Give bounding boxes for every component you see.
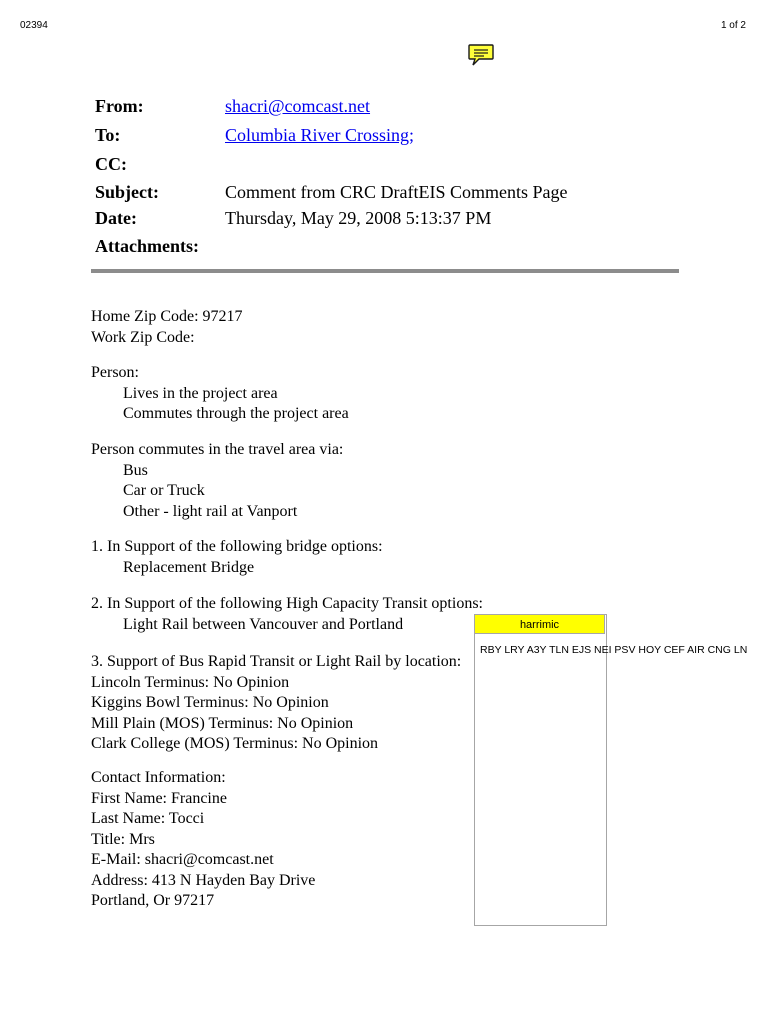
location-section [91,652,461,755]
person-item: Lives in the project area [123,384,278,402]
person-item: Commutes through the project area [123,405,349,422]
page-indicator: 1 of 2 [720,20,746,31]
contact-item: First Name: Francine [91,789,227,807]
contact-item: E-Mail: shacri@comcast.net [91,851,274,868]
review-stamp-reviewer: harrimic [474,614,605,634]
review-stamp-box[interactable] [474,614,607,926]
cc-label: CC: [95,154,127,174]
hct-item: Light Rail between Vancouver and Portland [123,615,404,633]
attachments-label: Attachments: [95,236,199,256]
contact-item: Portland, Or 97217 [91,892,215,909]
hct-title: 2. In Support of the following High Capacity Transit options: [91,595,483,612]
zip-codes [91,307,243,348]
contact-item: Last Name: Tocci [91,810,205,827]
from-label: From: [95,96,144,116]
to-label: To: [95,125,121,145]
commute-item: Other - light rail at Vanport [123,502,298,520]
date-label: Date: [95,208,137,228]
hct-section [91,594,483,635]
bridge-item: Replacement Bridge [123,558,255,576]
date-value: Thursday, May 29, 2008 5:13:37 PM [225,208,492,228]
commute-section [91,440,343,522]
location-title: 3. Support of Bus Rapid Transit or Light Rail by location: [91,653,462,670]
bridge-section [91,537,383,578]
commute-item: Car or Truck [123,482,205,499]
subject-label: Subject: [95,182,159,202]
home-zip: Home Zip Code: 97217 [91,308,243,325]
person-title: Person: [91,364,139,381]
review-stamp-codes: RBY LRY A3Y TLN EJS NEI PSV HOY CEF AIR CNG LN [480,644,748,656]
bridge-title: 1. In Support of the following bridge options: [91,538,383,555]
header-divider [91,269,679,273]
sticky-note-comment-icon[interactable] [467,42,495,68]
commute-title: Person commutes in the travel area via: [91,441,344,458]
contact-item: Address: 413 N Hayden Bay Drive [91,871,316,889]
contact-title: Contact Information: [91,769,226,786]
to-recipient-link[interactable]: Columbia River Crossing; [225,125,414,145]
subject-value: Comment from CRC DraftEIS Comments Page [225,182,568,202]
location-item: Clark College (MOS) Terminus: No Opinion [91,735,379,752]
location-item: Kiggins Bowl Terminus: No Opinion [91,694,329,711]
contact-item: Title: Mrs [91,830,155,848]
document-number: 02394 [20,20,48,31]
commute-item: Bus [123,461,148,479]
location-item: Mill Plain (MOS) Terminus: No Opinion [91,714,354,732]
person-section [91,363,349,425]
from-email-link[interactable]: shacri@comcast.net [225,96,371,116]
location-item: Lincoln Terminus: No Opinion [91,673,290,691]
work-zip: Work Zip Code: [91,328,195,346]
contact-section [91,768,315,912]
